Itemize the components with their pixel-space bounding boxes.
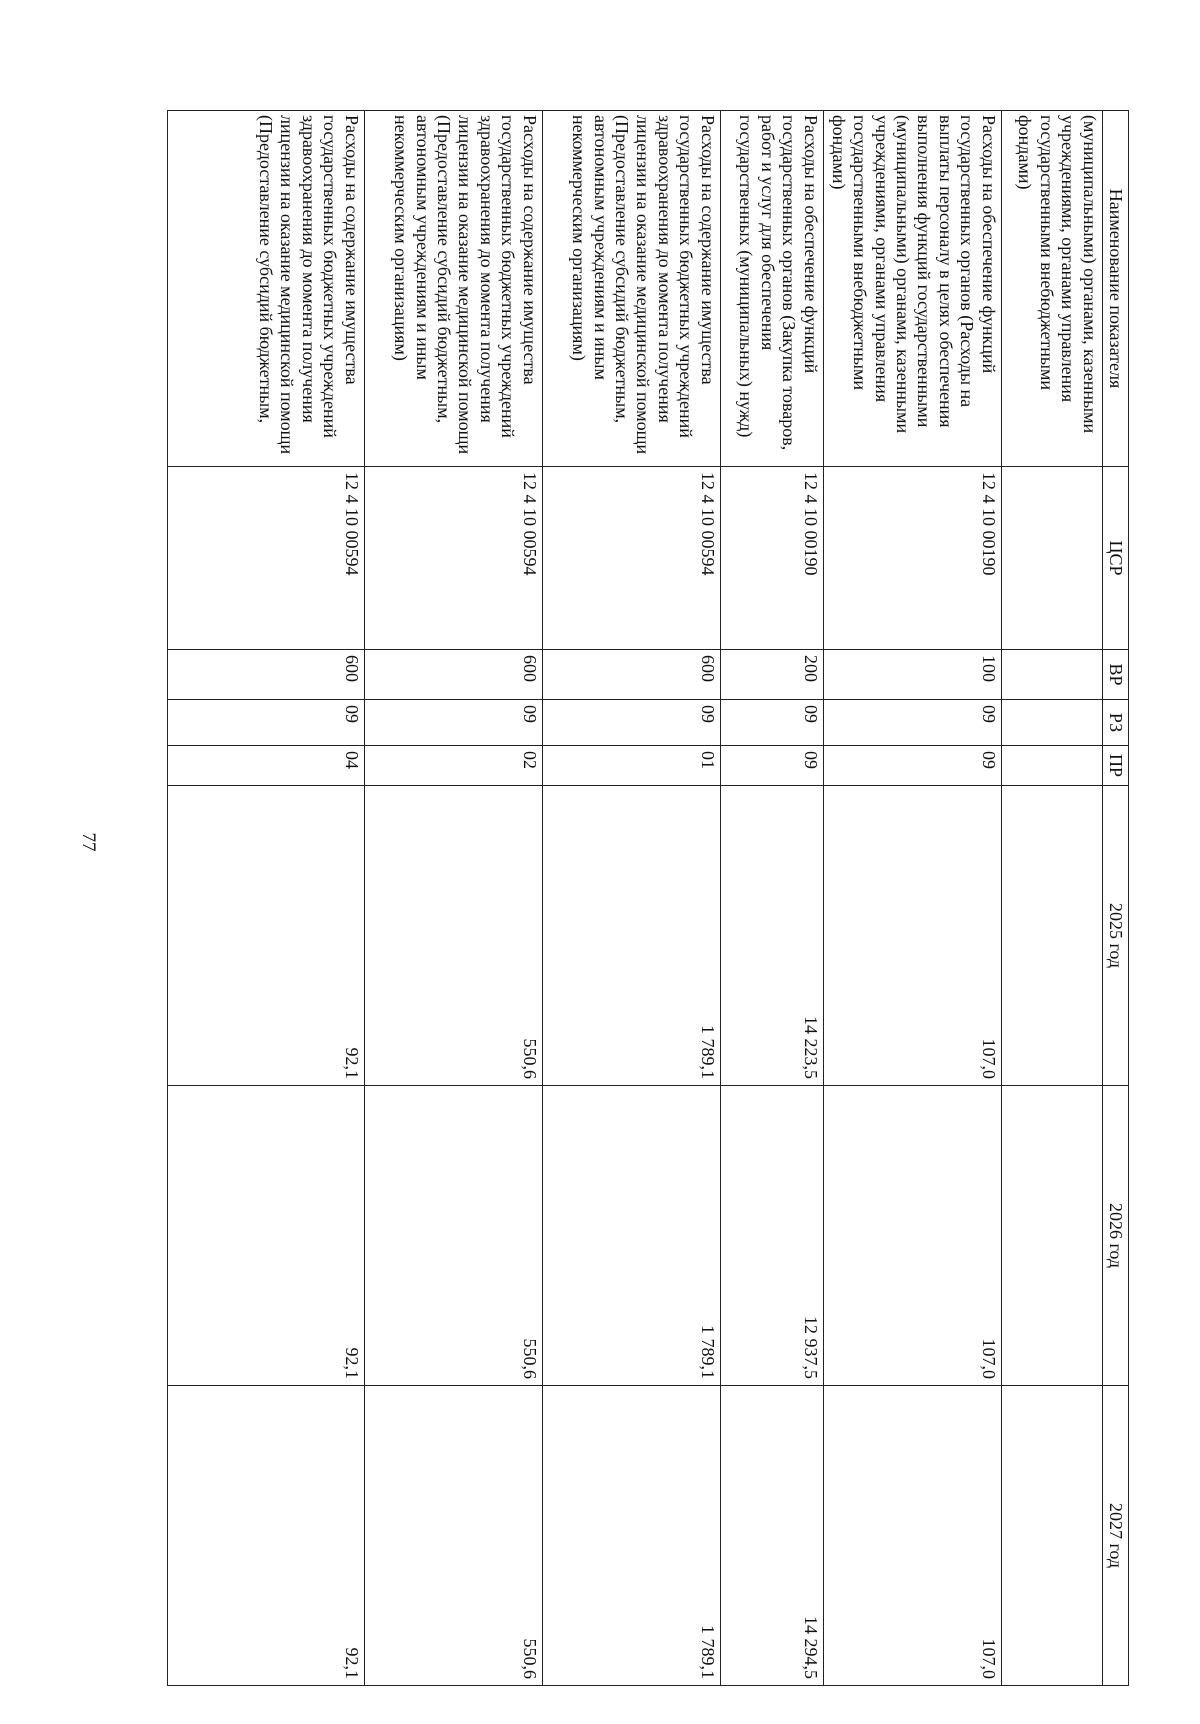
cell-vr: 600 (542, 650, 720, 700)
cell-2026: 12 937,5 (720, 1086, 823, 1386)
cell-pr: 09 (823, 746, 1001, 786)
cell-2027: 1 789,1 (542, 1386, 720, 1686)
cell-pr: 04 (167, 746, 364, 786)
cell-2027: 550,6 (364, 1386, 542, 1686)
cell-csr: 12 4 10 00190 (720, 467, 823, 650)
cell-2026: 107,0 (823, 1086, 1001, 1386)
cell-csr: 12 4 10 00594 (364, 467, 542, 650)
cell-csr: 12 4 10 00594 (542, 467, 720, 650)
cell-2025: 550,6 (364, 786, 542, 1086)
header-rz: РЗ (1102, 700, 1128, 746)
cell-2026 (1001, 1086, 1102, 1386)
rotated-table-container (168, 110, 1129, 1685)
cell-vr: 100 (823, 650, 1001, 700)
cell-csr: 12 4 10 00190 (823, 467, 1001, 650)
cell-vr: 200 (720, 650, 823, 700)
cell-2027: 107,0 (823, 1386, 1001, 1686)
cell-rz: 09 (720, 700, 823, 746)
cell-2025 (1001, 786, 1102, 1086)
cell-name: Расходы на содержание имущества государственных бюджетных учреждений здравоохранения до момента получения лицензии на оказание медицинской помощи (Предоставление субсидий бюджетным, (167, 111, 364, 467)
table-row (364, 111, 542, 1686)
cell-2027 (1001, 1386, 1102, 1686)
cell-csr: 12 4 10 00594 (167, 467, 364, 650)
header-2027: 2027 год (1102, 1386, 1128, 1686)
budget-table (167, 110, 1129, 1686)
cell-name: Расходы на обеспечение функций государственных органов (Расходы на выплаты персоналу в целях обеспечения выполнения функций государственными (муниципальными) органами, казенными учреждениями, органами управления государственными внебюджетными фондами) (823, 111, 1001, 467)
cell-name: Расходы на содержание имущества государственных бюджетных учреждений здравоохранения до момента получения лицензии на оказание медицинской помощи (Предоставление субсидий бюджетным, автономным учреждениям и иным некоммерческим организациям) (364, 111, 542, 467)
header-name: Наименование показателя (1102, 111, 1128, 467)
cell-pr: 01 (542, 746, 720, 786)
cell-vr: 600 (364, 650, 542, 700)
table-row (167, 111, 364, 1686)
cell-rz (1001, 700, 1102, 746)
page-number: 77 (78, 832, 99, 852)
cell-name: Расходы на содержание имущества государственных бюджетных учреждений здравоохранения до момента получения лицензии на оказание медицинской помощи (Предоставление субсидий бюджетным, автономным учреждениям и иным некоммерческим организациям) (542, 111, 720, 467)
cell-2027: 14 294,5 (720, 1386, 823, 1686)
table-row (542, 111, 720, 1686)
cell-2025: 107,0 (823, 786, 1001, 1086)
table-row (823, 111, 1001, 1686)
table-row (720, 111, 823, 1686)
table-header-row (1102, 111, 1128, 1686)
cell-2025: 92,1 (167, 786, 364, 1086)
header-2025: 2025 год (1102, 786, 1128, 1086)
cell-2026: 550,6 (364, 1086, 542, 1386)
cell-rz: 09 (364, 700, 542, 746)
cell-pr: 02 (364, 746, 542, 786)
cell-vr (1001, 650, 1102, 700)
cell-vr: 600 (167, 650, 364, 700)
cell-2027: 92,1 (167, 1386, 364, 1686)
cell-pr (1001, 746, 1102, 786)
cell-pr: 09 (720, 746, 823, 786)
header-csr: ЦСР (1102, 467, 1128, 650)
header-pr: ПР (1102, 746, 1128, 786)
header-2026: 2026 год (1102, 1086, 1128, 1386)
table-row (1001, 111, 1102, 1686)
cell-name: (муниципальными) органами, казенными учреждениями, органами управления государственными внебюджетными фондами) (1001, 111, 1102, 467)
cell-name: Расходы на обеспечение функций государственных органов (Закупка товаров, работ и услуг для обеспечения государственных (муниципальных) нужд) (720, 111, 823, 467)
header-vr: ВР (1102, 650, 1128, 700)
cell-2026: 92,1 (167, 1086, 364, 1386)
cell-csr (1001, 467, 1102, 650)
cell-2025: 1 789,1 (542, 786, 720, 1086)
cell-2026: 1 789,1 (542, 1086, 720, 1386)
cell-rz: 09 (823, 700, 1001, 746)
cell-rz: 09 (542, 700, 720, 746)
cell-rz: 09 (167, 700, 364, 746)
cell-2025: 14 223,5 (720, 786, 823, 1086)
